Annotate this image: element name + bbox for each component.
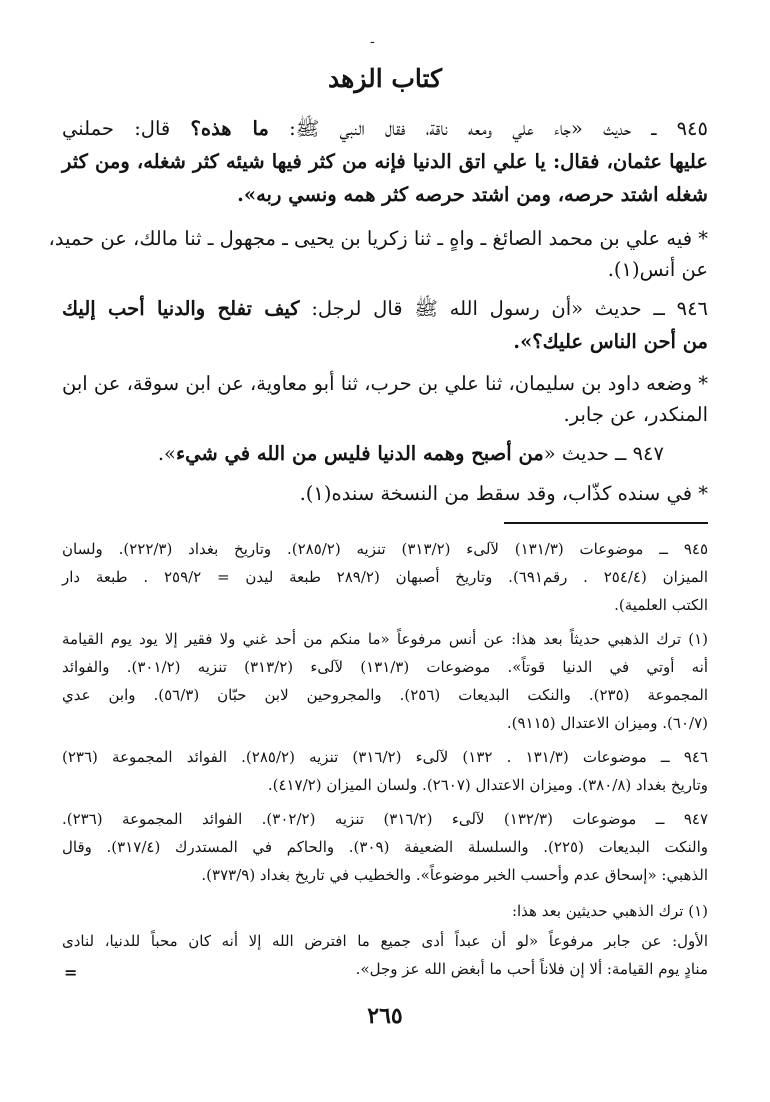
note-947-line-1: * في سنده كذّاب، وقد سقط من النسخة سنده(١). (299, 482, 708, 505)
fn-947-line-3: الذهبي: «إسحاق عدم وأحسب الخبر موضوعاً». والخطيب في تاريخ بغداد (٣٧٣/٩). (201, 866, 708, 884)
hadith-945-line-3: شغله اشتد حرصه، ومن اشتد حرصه كثر همه ونسي ربه». (237, 183, 708, 206)
hadith-945-line-2: عليها عثمان، فقال: يا علي اتق الدنيا فإنه من كثر فيها شيئه كثر شغله، ومن كثر (62, 150, 708, 173)
fn-945-1-line-3: المجموعة (٢٣٥). والنكت البديعات (٢٥٦). والمجروحين لابن حبّان (٥٦/٣). وابن عدي (62, 686, 708, 704)
note-946-line-1: * وضعه داود بن سليمان، ثنا علي بن حرب، ثنا أبو معاوية، عن ابن سوقة، عن ابن (62, 372, 708, 395)
hadith-947-rest: ». (157, 442, 176, 465)
hadith-945-rest: قال: حملني (62, 117, 191, 140)
fn-947-1-line-3: منادٍ يوم القيامة: ألا إن فلاناً أحب ما أبغض الله عز وجل». (355, 960, 708, 978)
top-mark: - (370, 34, 375, 50)
hadith-946-line-2: من أحن الناس عليك؟». (513, 330, 708, 353)
fn-946-line-2: وتاريخ بغداد (٣٨٠/٨). وميزان الاعتدال (٢٦٠٧). ولسان الميزان (٤١٧/٢). (267, 776, 708, 794)
margin-mark: = (64, 963, 78, 982)
fn-945-line-2: الميزان (٢٥٤/٤ . رقم٦٩١). وتاريخ أصبهان (٢٨٩/٢ طبعة ليدن = ٢٥٩/٢ . طبعة دار (62, 568, 709, 586)
hadith-945-bold: ما هذه؟ (190, 117, 269, 140)
note-945-line-2: عن أنس(١). (607, 258, 708, 281)
note-946-line-2: المنكدر، عن جابر. (563, 403, 708, 426)
fn-946-line-1: ٩٤٦ ــ موضوعات (١٣١/٣ . ١٣٢) لآلىء (٣١٦/٢) تنزيه (٢٨٥/٢). الفوائد المجموعة (٢٣٦) (62, 748, 709, 766)
fn-945-1-line-1: (١) ترك الذهبي حديثاً بعد هذا: عن أنس مرفوعاً «ما منكم من أحد غني ولا فقير إلا يود يوم القيامة (62, 630, 708, 648)
hadith-945-line-1 (62, 117, 708, 145)
hadith-946-line-1 (62, 297, 708, 325)
hadith-947-bold: من أصبح وهمه الدنيا فليس من الله في شيء (176, 442, 544, 465)
fn-947-line-2: والنكت البديعات (٢٢٥). والسلسلة الضعيفة (٣٠٩). والحاكم في المستدرك (٣١٧/٤). وقال (62, 838, 708, 856)
hadith-946-intro: ٩٤٦ ــ حديث «أن رسول الله ﷺ قال لرجل: (299, 297, 709, 320)
footnote-divider (504, 522, 708, 524)
fn-945-line-3: الكتب العلمية). (614, 596, 708, 614)
fn-945-1-line-2: أنه أوتي في الدنيا قوتاً». موضوعات (١٣١/٣) لآلىء (٣١٣/٢) تنزيه (٣٠١/٢). والفوائد (62, 658, 709, 676)
fn-947-1-line-1: (١) ترك الذهبي حديثين بعد هذا: (511, 902, 708, 920)
fn-947-line-1: ٩٤٧ ــ موضوعات (١٣٢/٣) لآلىء (٣١٦/٢) تنزيه (٣٠٢/٢). الفوائد المجموعة (٢٣٦). (62, 810, 709, 828)
hadith-947-line-1 (158, 442, 664, 465)
fn-945-line-1: ٩٤٥ ــ موضوعات (١٣١/٣) لآلىء (٣١٣/٢) تنزيه (٢٨٥/٢). وتاريخ بغداد (٢٢٢/٣). ولسان (62, 540, 709, 558)
note-945-line-1: * فيه علي بن محمد الصائغ ـ واهٍ ـ ثنا زكريا بن يحيى ـ مجهول ـ ثنا مالك، عن حميد، (48, 227, 708, 250)
hadith-945-intro: ٩٤٥ ــ حديث «جاء علي ومعه ناقة، فقال النبي ﷺ: (268, 117, 708, 140)
page-number: ٢٦٥ (367, 1003, 403, 1029)
fn-947-1-line-2: الأول: عن جابر مرفوعاً «لو أن عبداً أدى جميع ما افترض الله إلا أنه كان محباً للدنيا، لنادى (62, 932, 708, 950)
fn-945-1-line-4: (٦٠/٧). وميزان الاعتدال (٩١١٥). (506, 714, 708, 732)
hadith-947-intro: ٩٤٧ ــ حديث « (543, 442, 664, 465)
hadith-946-bold: كيف تفلح والدنيا أحب إليك (62, 297, 300, 320)
page-title: كتاب الزهد (328, 64, 442, 93)
